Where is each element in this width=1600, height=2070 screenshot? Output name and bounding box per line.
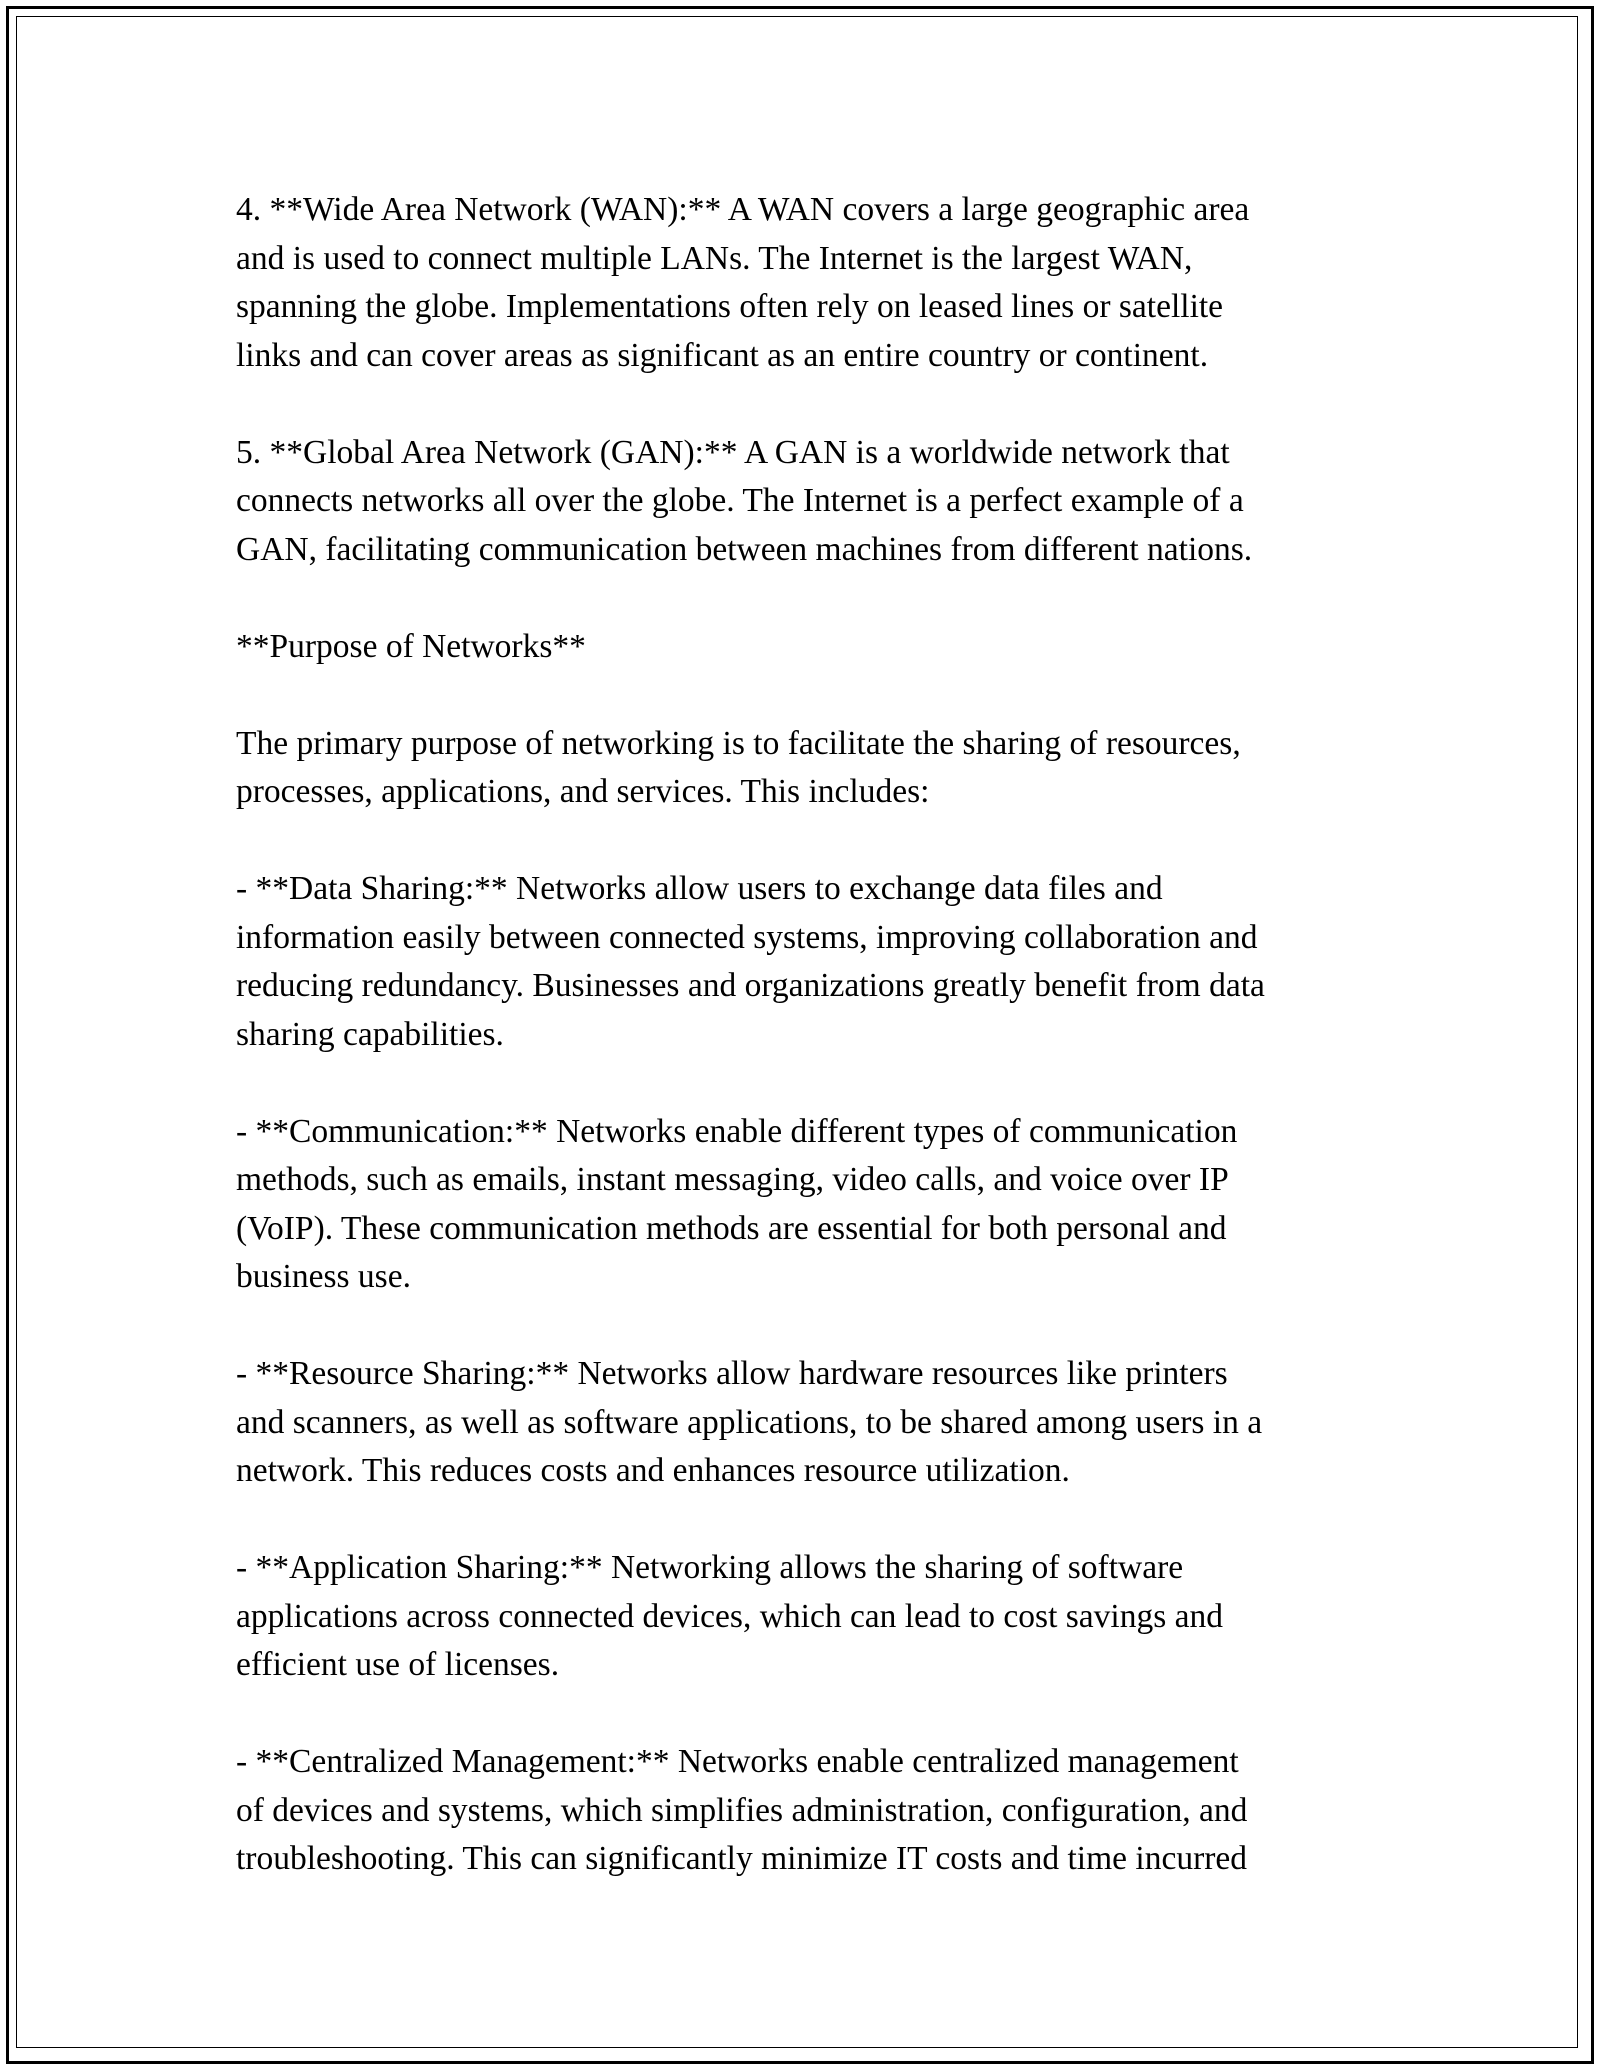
list-item-communication: - **Communication:** Networks enable different types of communication methods, such as emails, instant messaging, video calls, and voice over IP (VoIP). These communication methods are essential for both personal and business use. <box>236 1112 1238 1295</box>
section-heading-purpose-of-networks: **Purpose of Networks** <box>236 627 586 665</box>
list-item-application-sharing: - **Application Sharing:** Networking allows the sharing of software applications across connected devices, which can lead to cost savings and efficient use of licenses. <box>236 1549 1223 1683</box>
list-item-centralized-management: - **Centralized Management:** Networks enable centralized management of devices and systems, which simplifies administration, configuration, and troubleshooting. This can significantly minimize IT costs and time incurred <box>236 1743 1248 1877</box>
document-body <box>236 186 1376 1884</box>
paragraph-gan: 5. **Global Area Network (GAN):** A GAN is a worldwide network that connects networks all over the globe. The Internet is a perfect example of a GAN, facilitating communication between machines from different nations. <box>236 433 1253 568</box>
paragraph-wan: 4. **Wide Area Network (WAN):** A WAN covers a large geographic area and is used to connect multiple LANs. The Internet is the largest WAN, spanning the globe. Implementations often rely on leased lines or satellite links and can cover areas as significant as an entire country or continent. <box>236 191 1250 374</box>
list-item-data-sharing: - **Data Sharing:** Networks allow users to exchange data files and information easily between connected systems, improving collaboration and reducing redundancy. Businesses and organizations greatly benefit from data sharing capabilities. <box>236 870 1265 1053</box>
paragraph-purpose-intro: The primary purpose of networking is to facilitate the sharing of resources, processes, applications, and services. This includes: <box>236 724 1241 810</box>
list-item-resource-sharing: - **Resource Sharing:** Networks allow hardware resources like printers and scanners, as well as software applications, to be shared among users in a network. This reduces costs and enhances resource utilization. <box>236 1355 1263 1489</box>
